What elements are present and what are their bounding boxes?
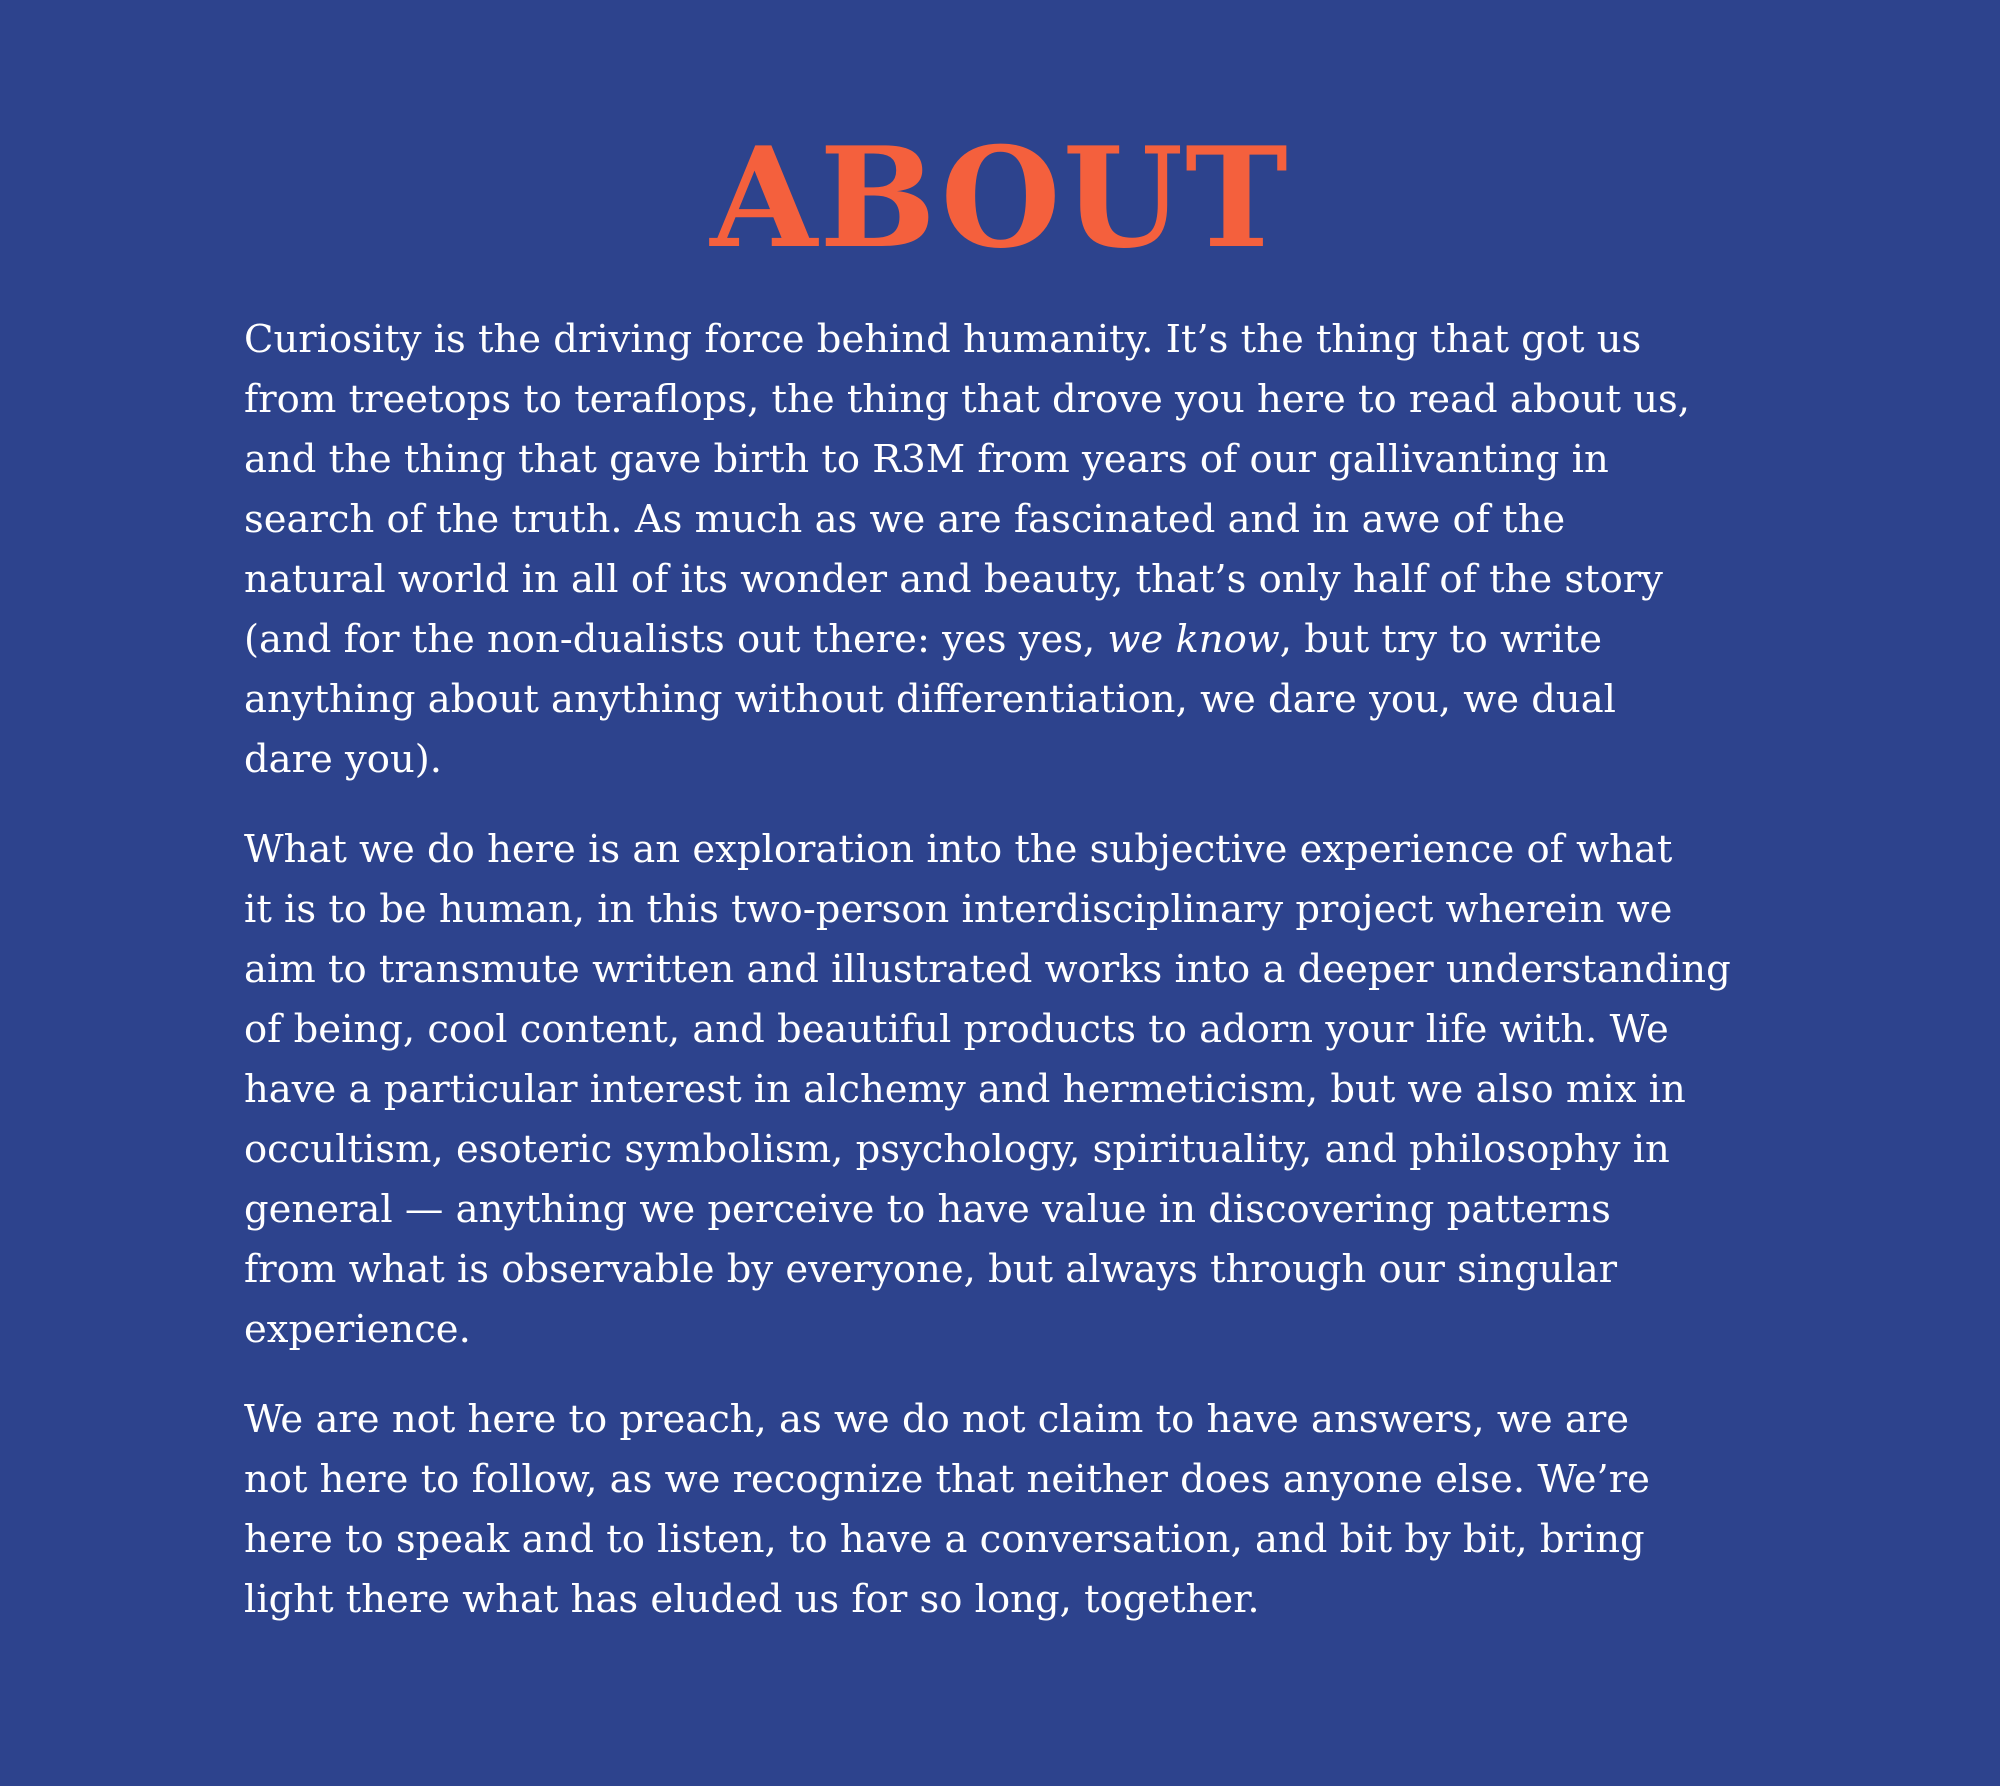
- text-line: natural world in all of its wonder and beauty, that’s only half of the story: [244, 557, 1663, 602]
- text-line: from what is observable by everyone, but always through our singular: [244, 1247, 1618, 1292]
- text-line: experience.: [244, 1307, 471, 1352]
- text-line: general — anything we perceive to have value in discovering patterns: [244, 1187, 1611, 1232]
- emphasis-we-know: we know: [1107, 617, 1280, 662]
- paragraph-curiosity: [244, 310, 1764, 790]
- text-line: of being, cool content, and beautiful products to adorn your life with. We: [244, 1007, 1669, 1052]
- text-line: Curiosity is the driving force behind humanity. It’s the thing that got us: [244, 317, 1642, 362]
- text-line: dare you).: [244, 737, 443, 782]
- paragraph-not-here-to-preach: [244, 1390, 1764, 1630]
- text-line: [244, 610, 1764, 670]
- text-line: have a particular interest in alchemy and hermeticism, but we also mix in: [244, 1067, 1686, 1112]
- text-segment: , but try to write: [1279, 617, 1603, 662]
- text-line: not here to follow, as we recognize that neither does anyone else. We’re: [244, 1457, 1650, 1502]
- text-line: search of the truth. As much as we are fascinated and in awe of the: [244, 497, 1566, 542]
- text-line: anything about anything without differentiation, we dare you, we dual: [244, 677, 1616, 722]
- text-segment: (and for the non-dualists out there: yes yes,: [244, 617, 1108, 662]
- page-title: ABOUT: [710, 116, 1290, 279]
- text-line: from treetops to teraflops, the thing that drove you here to read about us,: [244, 377, 1690, 422]
- text-line: occultism, esoteric symbolism, psychology, spirituality, and philosophy in: [244, 1127, 1670, 1172]
- paragraph-what-we-do: [244, 820, 1764, 1360]
- text-line: aim to transmute written and illustrated works into a deeper understanding: [244, 947, 1731, 992]
- text-line: and the thing that gave birth to R3M from years of our gallivanting in: [244, 437, 1609, 482]
- text-line: What we do here is an exploration into the subjective experience of what: [244, 827, 1673, 872]
- text-line: here to speak and to listen, to have a conversation, and bit by bit, bring: [244, 1517, 1645, 1562]
- text-line: We are not here to preach, as we do not claim to have answers, we are: [244, 1397, 1630, 1442]
- text-line: it is to be human, in this two-person interdisciplinary project wherein we: [244, 887, 1673, 932]
- text-line: light there what has eluded us for so long, together.: [244, 1577, 1260, 1622]
- about-body: [244, 310, 1764, 1660]
